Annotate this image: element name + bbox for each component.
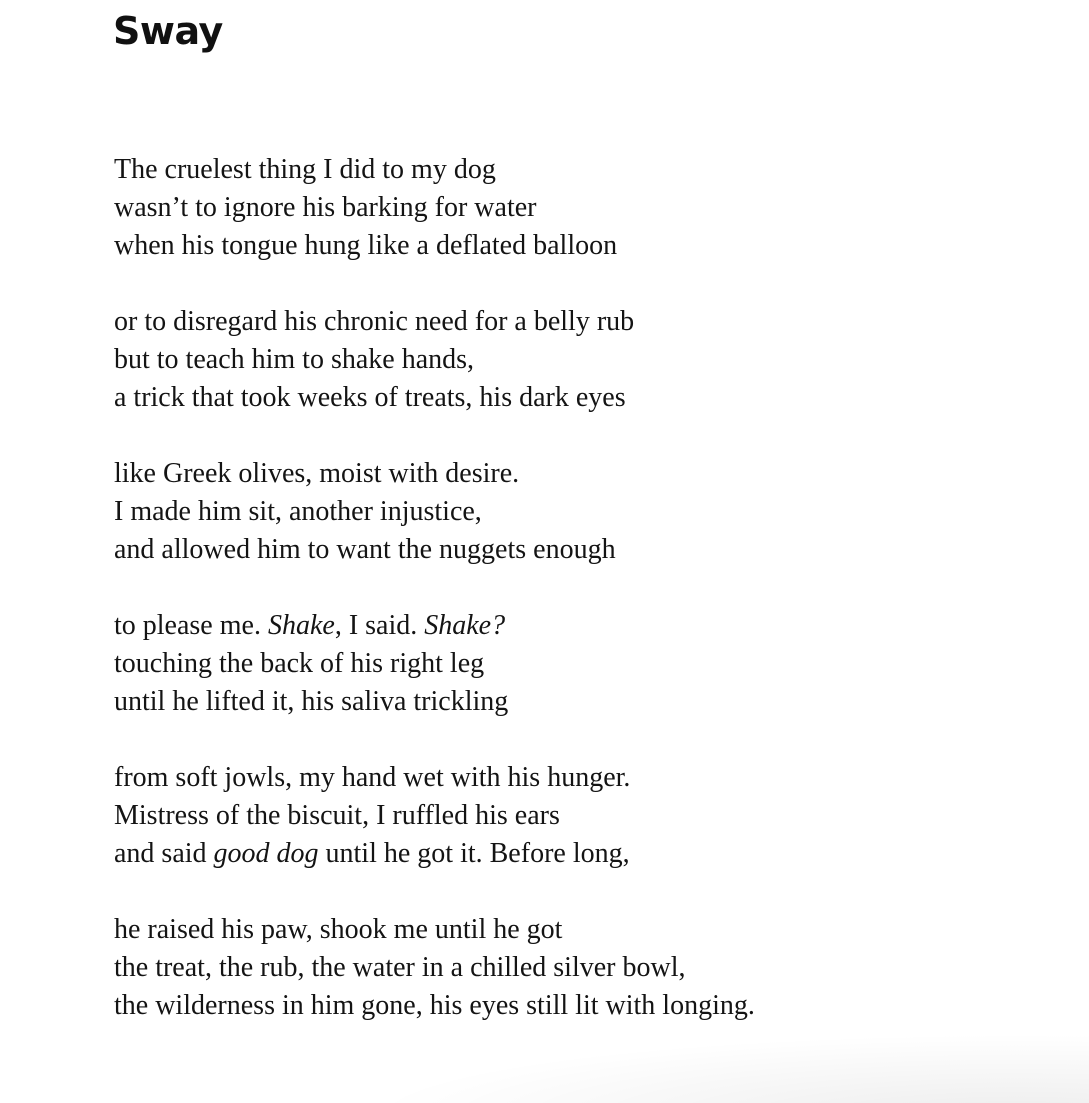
poem-line: the wilderness in him gone, his eyes still lit with longing. bbox=[114, 990, 755, 1021]
poem-line bbox=[114, 607, 1014, 645]
stanza-6 bbox=[114, 911, 1014, 1025]
line-text: , I said. bbox=[334, 610, 425, 641]
poem-line bbox=[114, 835, 1014, 873]
poem-line: when his tongue hung like a deflated balloon bbox=[114, 230, 618, 261]
poem-title: Sway bbox=[113, 9, 223, 53]
poem-line: he raised his paw, shook me until he got bbox=[114, 914, 563, 945]
stanza-3 bbox=[114, 455, 1014, 569]
poem-line: or to disregard his chronic need for a belly rub bbox=[114, 306, 635, 337]
poem-line: like Greek olives, moist with desire. bbox=[114, 458, 520, 489]
poem-line: a trick that took weeks of treats, his dark eyes bbox=[114, 382, 626, 413]
poem-body bbox=[114, 151, 1014, 1063]
poem-line: touching the back of his right leg bbox=[114, 648, 485, 679]
stanza-4 bbox=[114, 607, 1014, 721]
line-text: until he got it. Before long, bbox=[318, 838, 630, 869]
poem-line: and allowed him to want the nuggets enough bbox=[114, 534, 616, 565]
poem-line: The cruelest thing I did to my dog bbox=[114, 154, 496, 185]
line-text: and said bbox=[114, 838, 214, 869]
poem-line: the treat, the rub, the water in a chilled silver bowl, bbox=[114, 952, 686, 983]
poem-line: I made him sit, another injustice, bbox=[114, 496, 482, 527]
line-text: to please me. bbox=[114, 610, 268, 641]
italic-text: Shake? bbox=[424, 610, 506, 641]
stanza-2 bbox=[114, 303, 1014, 417]
stanza-5 bbox=[114, 759, 1014, 873]
italic-text: Shake bbox=[267, 610, 335, 641]
poem-line: wasn’t to ignore his barking for water bbox=[114, 192, 537, 223]
poem-line: from soft jowls, my hand wet with his hunger. bbox=[114, 762, 631, 793]
poem-line: but to teach him to shake hands, bbox=[114, 344, 475, 375]
poem-line: Mistress of the biscuit, I ruffled his ears bbox=[114, 800, 560, 831]
italic-text: good dog bbox=[213, 838, 319, 869]
stanza-1 bbox=[114, 151, 1014, 265]
poem-line: until he lifted it, his saliva trickling bbox=[114, 686, 509, 717]
